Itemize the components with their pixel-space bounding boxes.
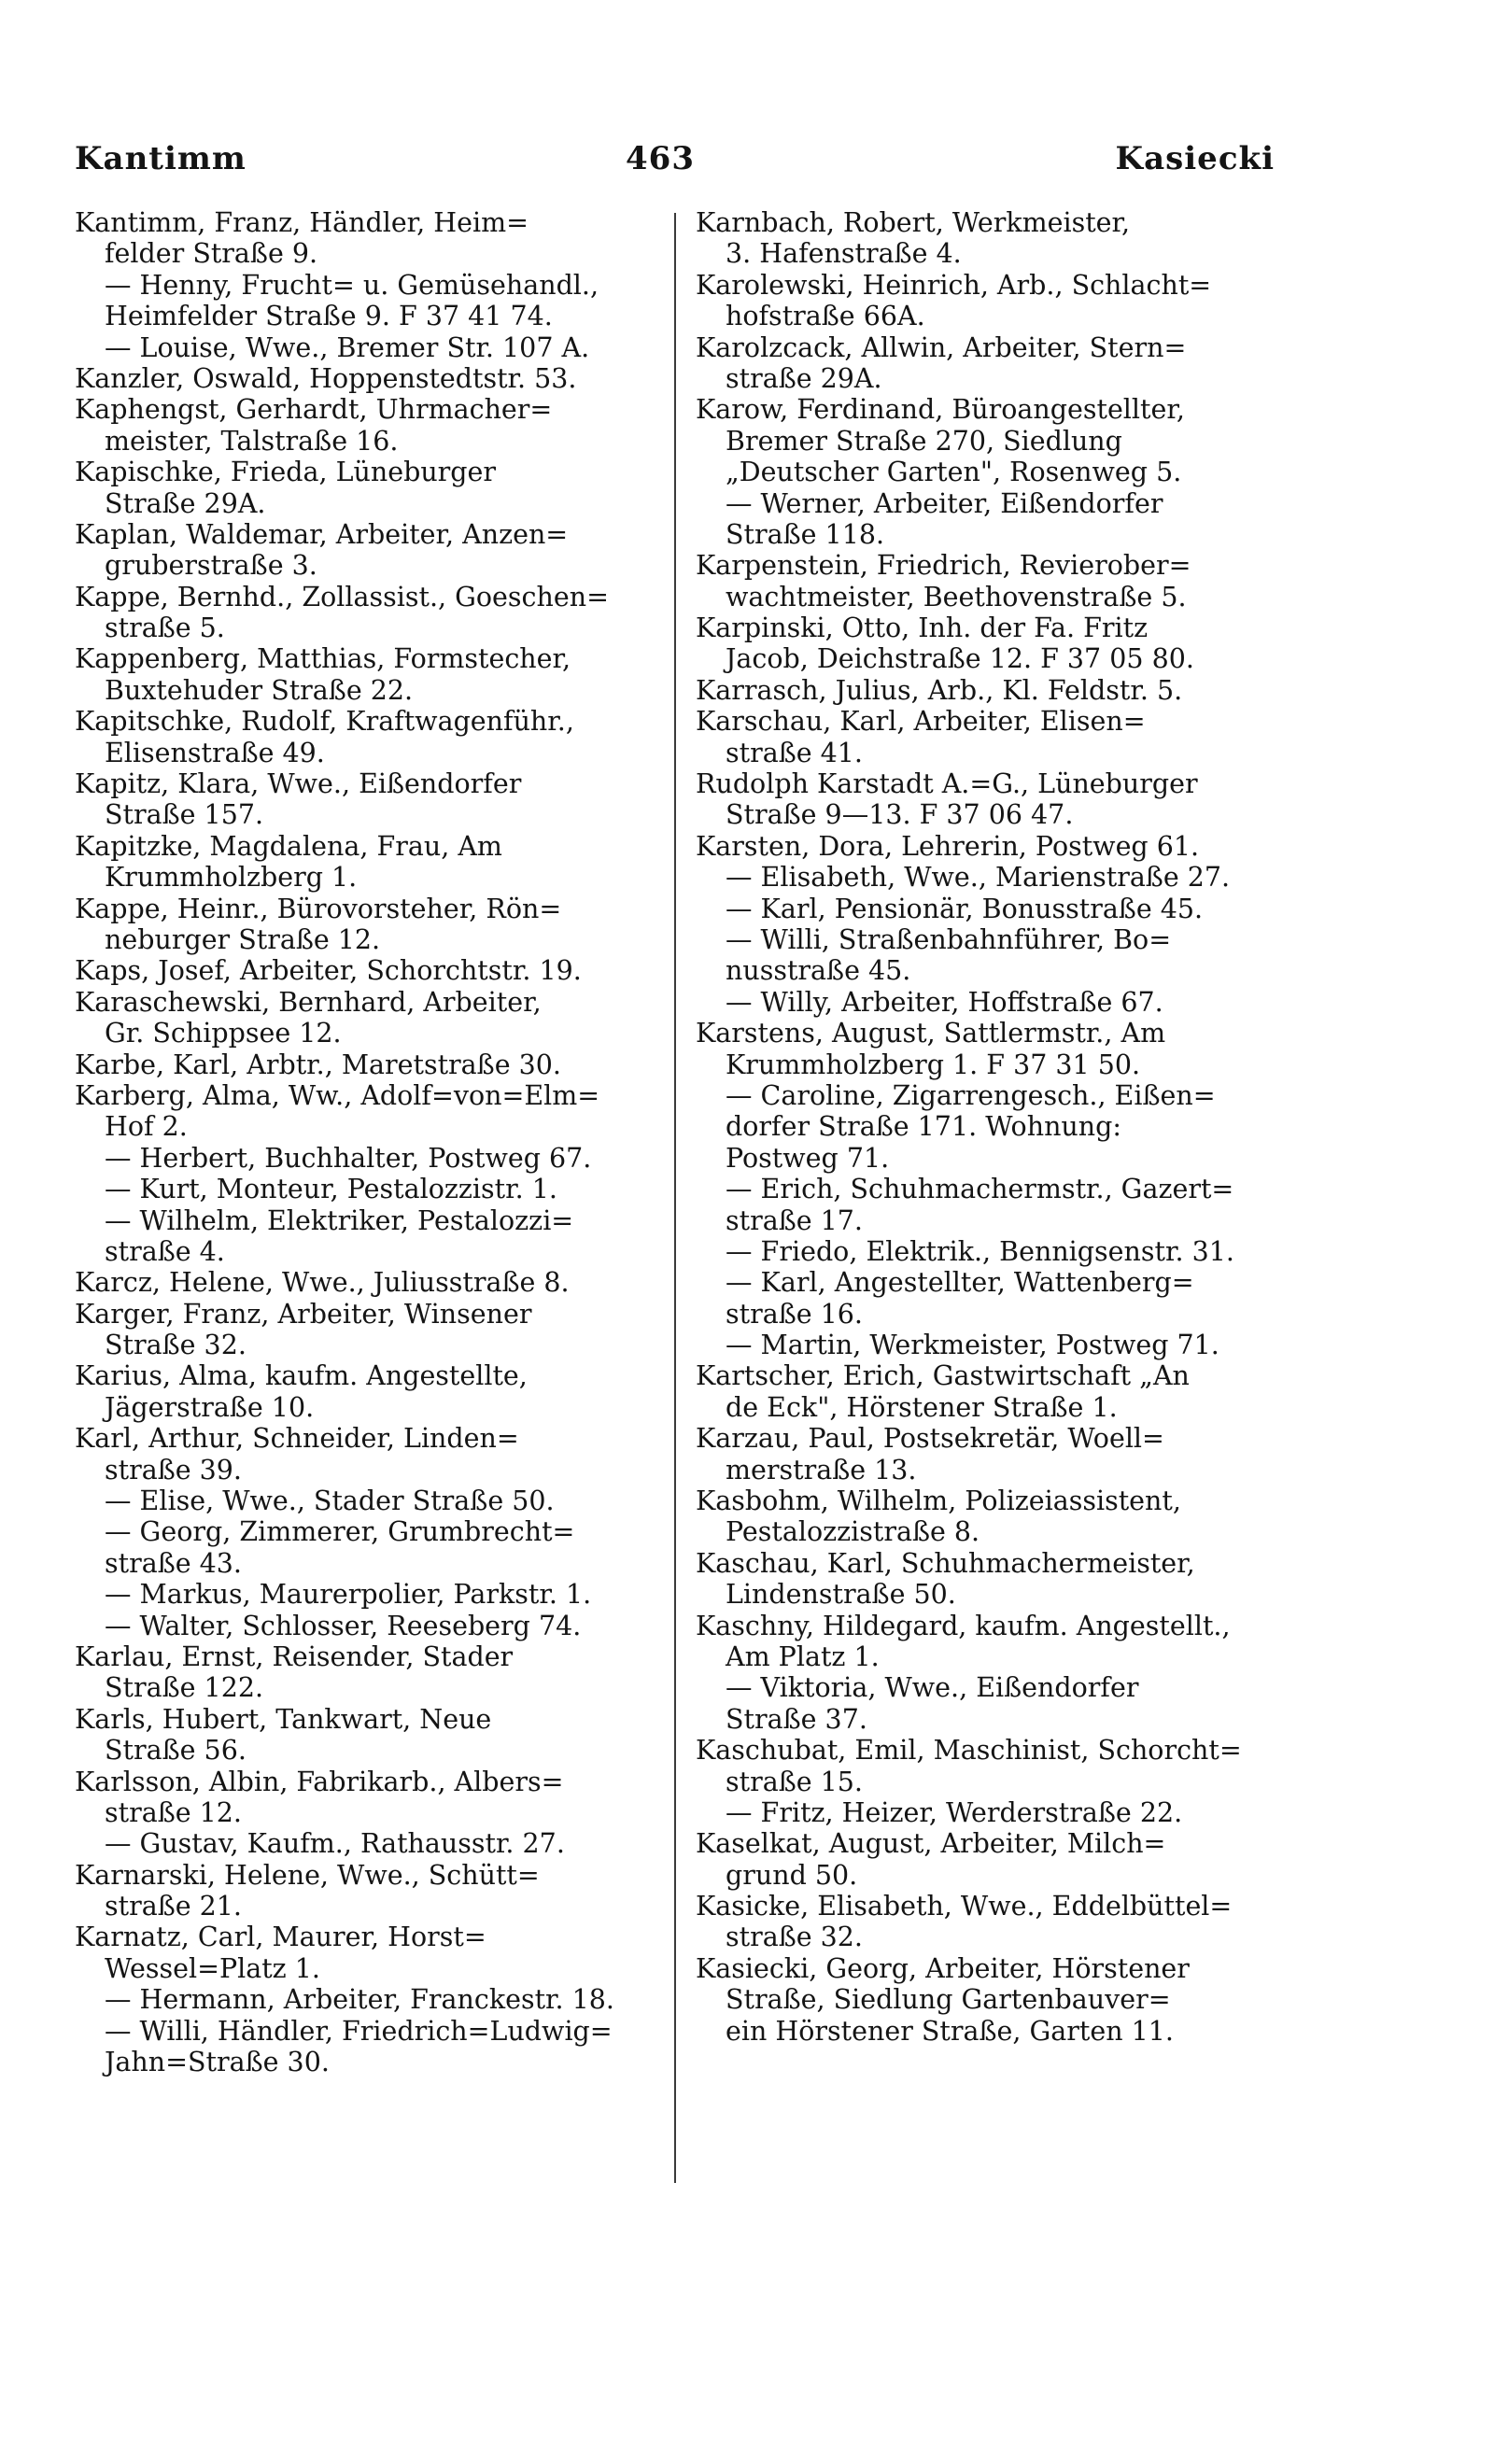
directory-line: — Hermann, Arbeiter, Franckestr. 18. xyxy=(105,1984,614,2016)
directory-line: Bremer Straße 270, Siedlung xyxy=(726,425,1122,457)
directory-line: Karger, Franz, Arbeiter, Winsener xyxy=(75,1298,532,1330)
directory-line: — Viktoria, Wwe., Eißendorfer xyxy=(726,1672,1139,1704)
directory-line: straße 39. xyxy=(105,1454,242,1485)
directory-line: — Martin, Werkmeister, Postweg 71. xyxy=(726,1330,1219,1361)
directory-line: Kaphengst, Gerhardt, Uhrmacher= xyxy=(75,394,553,426)
directory-line: Kaschubat, Emil, Maschinist, Schorcht= xyxy=(696,1735,1242,1767)
directory-line: straße 17. xyxy=(726,1204,863,1236)
directory-line: Wessel=Platz 1. xyxy=(105,1952,320,1984)
directory-line: straße 5. xyxy=(105,612,225,644)
directory-line: ein Hörstener Straße, Garten 11. xyxy=(726,2015,1174,2047)
directory-line: Kappe, Bernhd., Zollassist., Goeschen= xyxy=(75,581,609,612)
column-divider xyxy=(674,213,676,2183)
directory-line: Karl, Arthur, Schneider, Linden= xyxy=(75,1423,519,1455)
directory-line: straße 21. xyxy=(105,1891,242,1922)
directory-line: Karolzcack, Allwin, Arbeiter, Stern= xyxy=(696,331,1187,363)
directory-line: Pestalozzistraße 8. xyxy=(726,1516,980,1548)
directory-line: Karlau, Ernst, Reisender, Stader xyxy=(75,1640,514,1672)
directory-line: Kaselkat, August, Arbeiter, Milch= xyxy=(696,1828,1166,1860)
directory-line: Gr. Schippsee 12. xyxy=(105,1018,342,1049)
running-head-right: Kasiecki xyxy=(1115,140,1275,177)
directory-line: Heimfelder Straße 9. F 37 41 74. xyxy=(105,301,553,332)
directory-line: — Elisabeth, Wwe., Marienstraße 27. xyxy=(726,862,1231,894)
directory-line: de Eck", Hörstener Straße 1. xyxy=(726,1391,1118,1423)
page-number: 463 xyxy=(626,140,695,177)
directory-line: straße 32. xyxy=(726,1922,863,1953)
right-column xyxy=(696,207,1275,2047)
directory-line: hofstraße 66A. xyxy=(726,301,925,332)
directory-line: „Deutscher Garten", Rosenweg 5. xyxy=(726,457,1182,488)
directory-line: grund 50. xyxy=(726,1859,858,1891)
directory-line: — Gustav, Kaufm., Rathausstr. 27. xyxy=(105,1828,565,1860)
directory-line: Straße 29A. xyxy=(105,487,266,519)
directory-line: Straße 56. xyxy=(105,1735,247,1767)
directory-line: Karlsson, Albin, Fabrikarb., Albers= xyxy=(75,1766,564,1797)
directory-line: Kantimm, Franz, Händler, Heim= xyxy=(75,207,529,238)
directory-line: Karnbach, Robert, Werkmeister, xyxy=(696,207,1131,238)
directory-line: Karrasch, Julius, Arb., Kl. Feldstr. 5. xyxy=(696,674,1183,706)
directory-line: — Kurt, Monteur, Pestalozzistr. 1. xyxy=(105,1174,557,1205)
directory-line: — Caroline, Zigarrengesch., Eißen= xyxy=(726,1079,1216,1111)
directory-line: neburger Straße 12. xyxy=(105,923,381,955)
directory-line: gruberstraße 3. xyxy=(105,550,317,582)
directory-line: Karnarski, Helene, Wwe., Schütt= xyxy=(75,1859,540,1891)
directory-line: Elisenstraße 49. xyxy=(105,737,325,768)
directory-line: Karbe, Karl, Arbtr., Maretstraße 30. xyxy=(75,1049,561,1080)
directory-line: — Walter, Schlosser, Reeseberg 74. xyxy=(105,1610,582,1641)
directory-line: Straße 157. xyxy=(105,799,264,831)
directory-line: Karsten, Dora, Lehrerin, Postweg 61. xyxy=(696,830,1200,862)
directory-line: meister, Talstraße 16. xyxy=(105,425,399,457)
directory-line: Kapischke, Frieda, Lüneburger xyxy=(75,457,497,488)
directory-line: Straße, Siedlung Gartenbauver= xyxy=(726,1984,1171,2016)
directory-line: Karnatz, Carl, Maurer, Horst= xyxy=(75,1922,486,1953)
directory-line: Karius, Alma, kaufm. Angestellte, xyxy=(75,1360,528,1392)
directory-line: — Willi, Straßenbahnführer, Bo= xyxy=(726,923,1172,955)
page-header xyxy=(75,140,1275,187)
directory-line: Straße 37. xyxy=(726,1703,867,1735)
directory-line: Jahn=Straße 30. xyxy=(105,2047,330,2078)
directory-line: straße 43. xyxy=(105,1547,242,1579)
directory-line: straße 12. xyxy=(105,1796,242,1828)
directory-line: Kappenberg, Matthias, Formstecher, xyxy=(75,643,571,675)
directory-line: — Louise, Wwe., Bremer Str. 107 A. xyxy=(105,331,590,363)
directory-line: straße 16. xyxy=(726,1298,863,1330)
directory-line: Hof 2. xyxy=(105,1111,188,1143)
directory-line: Rudolph Karstadt A.=G., Lüneburger xyxy=(696,768,1198,800)
directory-line: Kapitschke, Rudolf, Kraftwagenführ., xyxy=(75,706,574,738)
directory-line: Kaschny, Hildegard, kaufm. Angestellt., xyxy=(696,1610,1231,1641)
directory-line: Krummholzberg 1. xyxy=(105,862,358,894)
directory-line: felder Straße 9. xyxy=(105,238,318,270)
directory-line: — Karl, Pensionär, Bonusstraße 45. xyxy=(726,893,1204,924)
directory-line: — Markus, Maurerpolier, Parkstr. 1. xyxy=(105,1579,592,1611)
directory-line: Kappe, Heinr., Bürovorsteher, Rön= xyxy=(75,893,562,924)
directory-line: — Willy, Arbeiter, Hoffstraße 67. xyxy=(726,986,1163,1018)
directory-line: — Willi, Händler, Friedrich=Ludwig= xyxy=(105,2015,613,2047)
directory-line: — Wilhelm, Elektriker, Pestalozzi= xyxy=(105,1204,574,1236)
directory-line: Kanzler, Oswald, Hoppenstedtstr. 53. xyxy=(75,362,577,394)
directory-line: Karolewski, Heinrich, Arb., Schlacht= xyxy=(696,269,1212,301)
directory-line: Jägerstraße 10. xyxy=(105,1391,315,1423)
directory-line: Kasiecki, Georg, Arbeiter, Hörstener xyxy=(696,1952,1190,1984)
directory-line: — Erich, Schuhmachermstr., Gazert= xyxy=(726,1174,1234,1205)
directory-line: Kaplan, Waldemar, Arbeiter, Anzen= xyxy=(75,518,569,550)
directory-line: Straße 9—13. F 37 06 47. xyxy=(726,799,1074,831)
directory-line: Kapitz, Klara, Wwe., Eißendorfer xyxy=(75,768,522,800)
running-head-left: Kantimm xyxy=(75,140,247,177)
directory-line: straße 41. xyxy=(726,737,863,768)
directory-line: Straße 118. xyxy=(726,518,885,550)
directory-line: Karcz, Helene, Wwe., Juliusstraße 8. xyxy=(75,1267,570,1299)
directory-line: Kaschau, Karl, Schuhmachermeister, xyxy=(696,1547,1195,1579)
directory-line: — Herbert, Buchhalter, Postweg 67. xyxy=(105,1142,592,1174)
directory-line: Krummholzberg 1. F 37 31 50. xyxy=(726,1049,1141,1080)
directory-line: 3. Hafenstraße 4. xyxy=(726,238,962,270)
directory-line: wachtmeister, Beethovenstraße 5. xyxy=(726,581,1187,612)
directory-line: — Elise, Wwe., Stader Straße 50. xyxy=(105,1485,555,1517)
directory-line: Lindenstraße 50. xyxy=(726,1579,956,1611)
directory-line: merstraße 13. xyxy=(726,1454,917,1485)
directory-line: Jacob, Deichstraße 12. F 37 05 80. xyxy=(726,643,1194,675)
directory-line: — Fritz, Heizer, Werderstraße 22. xyxy=(726,1796,1183,1828)
directory-line: — Karl, Angestellter, Wattenberg= xyxy=(726,1267,1194,1299)
directory-line: Buxtehuder Straße 22. xyxy=(105,674,414,706)
directory-line: Kasbohm, Wilhelm, Polizeiassistent, xyxy=(696,1485,1181,1517)
directory-line: Karow, Ferdinand, Büroangestellter, xyxy=(696,394,1185,426)
directory-line: Karschau, Karl, Arbeiter, Elisen= xyxy=(696,706,1146,738)
directory-line: Kaps, Josef, Arbeiter, Schorchtstr. 19. xyxy=(75,955,582,987)
directory-line: Kartscher, Erich, Gastwirtschaft „An xyxy=(696,1360,1190,1392)
directory-line: — Werner, Arbeiter, Eißendorfer xyxy=(726,487,1163,519)
directory-line: Karpenstein, Friedrich, Revierober= xyxy=(696,550,1191,582)
directory-line: Karaschewski, Bernhard, Arbeiter, xyxy=(75,986,542,1018)
directory-line: nusstraße 45. xyxy=(726,955,911,987)
directory-line: — Henny, Frucht= u. Gemüsehandl., xyxy=(105,269,599,301)
directory-line: Kapitzke, Magdalena, Frau, Am xyxy=(75,830,502,862)
directory-line: — Friedo, Elektrik., Bennigsenstr. 31. xyxy=(726,1235,1234,1267)
directory-line: dorfer Straße 171. Wohnung: xyxy=(726,1111,1121,1143)
directory-line: straße 15. xyxy=(726,1766,863,1797)
directory-line: Straße 122. xyxy=(105,1672,264,1704)
directory-line: Karpinski, Otto, Inh. der Fa. Fritz xyxy=(696,612,1149,644)
directory-line: Karls, Hubert, Tankwart, Neue xyxy=(75,1703,492,1735)
directory-line: Kasicke, Elisabeth, Wwe., Eddelbüttel= xyxy=(696,1891,1233,1922)
directory-line: — Georg, Zimmerer, Grumbrecht= xyxy=(105,1516,575,1548)
directory-line: Karberg, Alma, Ww., Adolf=von=Elm= xyxy=(75,1079,600,1111)
directory-line: Am Platz 1. xyxy=(726,1640,880,1672)
directory-line: straße 4. xyxy=(105,1235,225,1267)
directory-line: Straße 32. xyxy=(105,1330,247,1361)
left-column xyxy=(75,207,672,2077)
directory-line: Karstens, August, Sattlermstr., Am xyxy=(696,1018,1166,1049)
directory-line: Postweg 71. xyxy=(726,1142,890,1174)
directory-line: straße 29A. xyxy=(726,362,882,394)
directory-line: Karzau, Paul, Postsekretär, Woell= xyxy=(696,1423,1164,1455)
